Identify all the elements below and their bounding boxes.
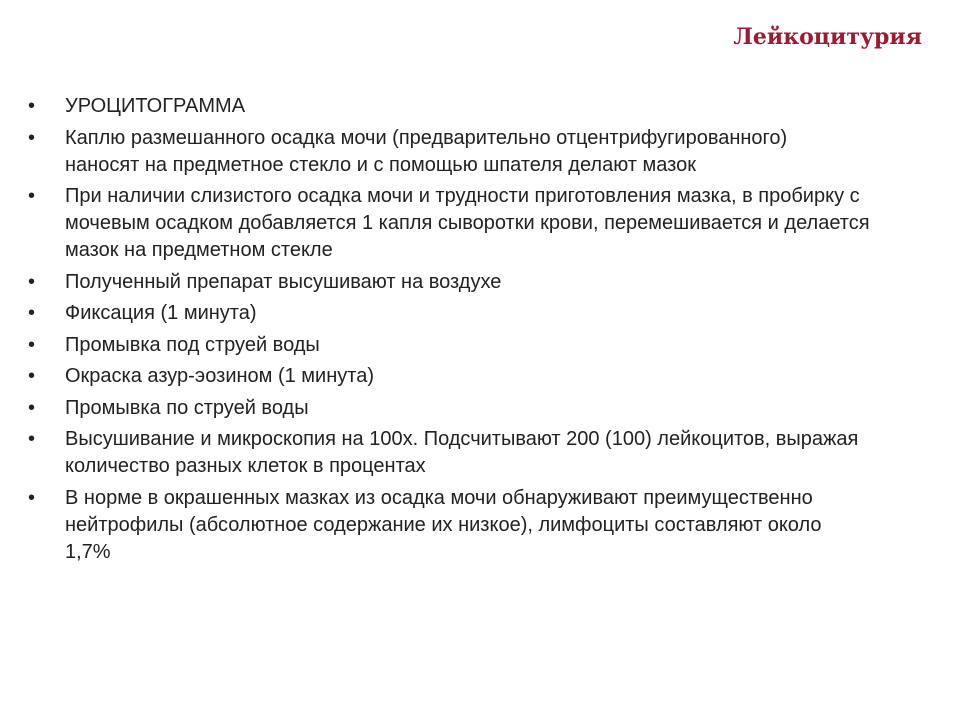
bullet-dot: •	[28, 185, 36, 207]
bullet-text: Полученный препарат высушивают на воздухе	[65, 270, 502, 293]
list-item	[28, 332, 928, 359]
bullet-dot: •	[28, 126, 36, 149]
bullet-dot: •	[28, 486, 36, 509]
list-item	[28, 363, 928, 390]
bullet-dot: •	[28, 270, 36, 293]
bullet-text: При наличии слизистого осадка мочи и трудности приготовления мазка, в пробирку с мочевым осадком добавляется 1 капля сыворотки крови, перемешивается и делается мазок на предметном стекле	[65, 185, 870, 261]
bullet-dot: •	[28, 95, 36, 117]
list-item	[28, 395, 928, 422]
bullet-text: Промывка по струей воды	[65, 396, 309, 419]
list-item	[28, 300, 928, 327]
bullet-text: Окраска азур-эозином (1 минута)	[65, 365, 374, 387]
bullet-dot: •	[28, 333, 36, 356]
slide-title: Лейкоцитурия	[733, 24, 922, 50]
bullet-dot: •	[28, 365, 36, 387]
bullet-dot: •	[28, 396, 36, 419]
list-item	[28, 125, 928, 179]
bullet-text: Промывка под струей воды	[65, 333, 320, 356]
bullet-list	[28, 93, 928, 570]
bullet-text: Высушивание и микроскопия на 100х. Подсчитывают 200 (100) лейкоцитов, выражая количество разных клеток в процентах	[65, 428, 859, 477]
bullet-dot: •	[28, 302, 36, 324]
list-item	[28, 426, 928, 480]
list-item	[28, 183, 928, 264]
list-item	[28, 485, 928, 566]
bullet-text: В норме в окрашенных мазках из осадка мочи обнаруживают преимущественно нейтрофилы (абсолютное содержание их низкое), лимфоциты составляют около 1,7%	[65, 486, 822, 563]
list-item	[28, 93, 928, 120]
bullet-dot: •	[28, 428, 36, 450]
list-item	[28, 269, 928, 296]
bullet-text: Каплю размешанного осадка мочи (предварительно отцентрифугированного) наносят на предметное стекло и с помощью шпателя делают мазок	[65, 126, 788, 176]
bullet-text: Фиксация (1 минута)	[65, 302, 257, 324]
bullet-text: УРОЦИТОГРАММА	[65, 95, 246, 117]
